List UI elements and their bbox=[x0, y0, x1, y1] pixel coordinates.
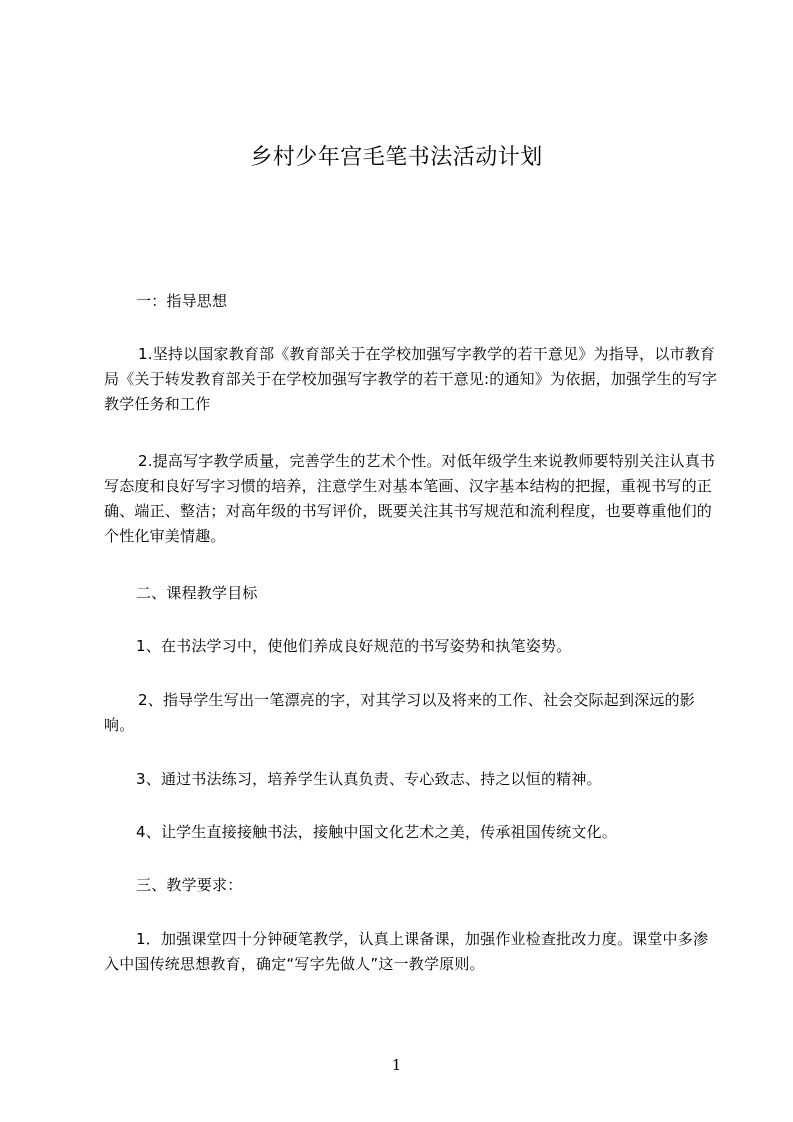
paragraph-goal-2: 2、指导学生写出一笔漂亮的字，对其学习以及将来的工作、社会交际起到深远的影响。 bbox=[104, 691, 695, 734]
document-title: 乡村少年宫毛笔书法活动计划 bbox=[250, 145, 543, 170]
paragraph-goal-1: 1、在书法学习中，使他们养成良好规范的书写姿势和执笔姿势。 bbox=[136, 637, 572, 655]
paragraph-goal-4: 4、让学生直接接触书法，接触中国文化艺术之美，传承祖国传统文化。 bbox=[136, 823, 617, 841]
section-heading-teaching-goals: 二、课程教学目标 bbox=[136, 584, 258, 602]
paragraph-guiding-1: 1.坚持以国家教育部《教育部关于在学校加强写字教学的若干意见》为指导，以市教育局《关于转发教育部关于在学校加强写字教学的若干意见:的通知》为依据，加强学生的写字教学任务和工作 bbox=[104, 345, 718, 413]
page-number: 1 bbox=[391, 1056, 402, 1074]
section-heading-teaching-requirements: 三、教学要求： bbox=[136, 876, 243, 894]
section-heading-guiding-ideology: 一：指导思想 bbox=[136, 292, 228, 310]
paragraph-requirement-1: 1．加强课堂四十分钟硬笔教学，认真上课备课，加强作业检查批改力度。课堂中多渗入中国传统思想教育，确定“写字先做人”这一教学原则。 bbox=[104, 930, 709, 973]
paragraph-goal-3: 3、通过书法练习，培养学生认真负责、专心致志、持之以恒的精神。 bbox=[136, 770, 602, 788]
paragraph-guiding-2: 2.提高写字教学质量，完善学生的艺术个性。对低年级学生来说教师要特别关注认真书写态度和良好写字习惯的培养，注意学生对基本笔画、汉字基本结构的把握，重视书写的正确、端正、整洁；对高年级的书写评价，既要关注其书写规范和流利程度，也要尊重他们的个性化审美情趣。 bbox=[104, 452, 716, 545]
